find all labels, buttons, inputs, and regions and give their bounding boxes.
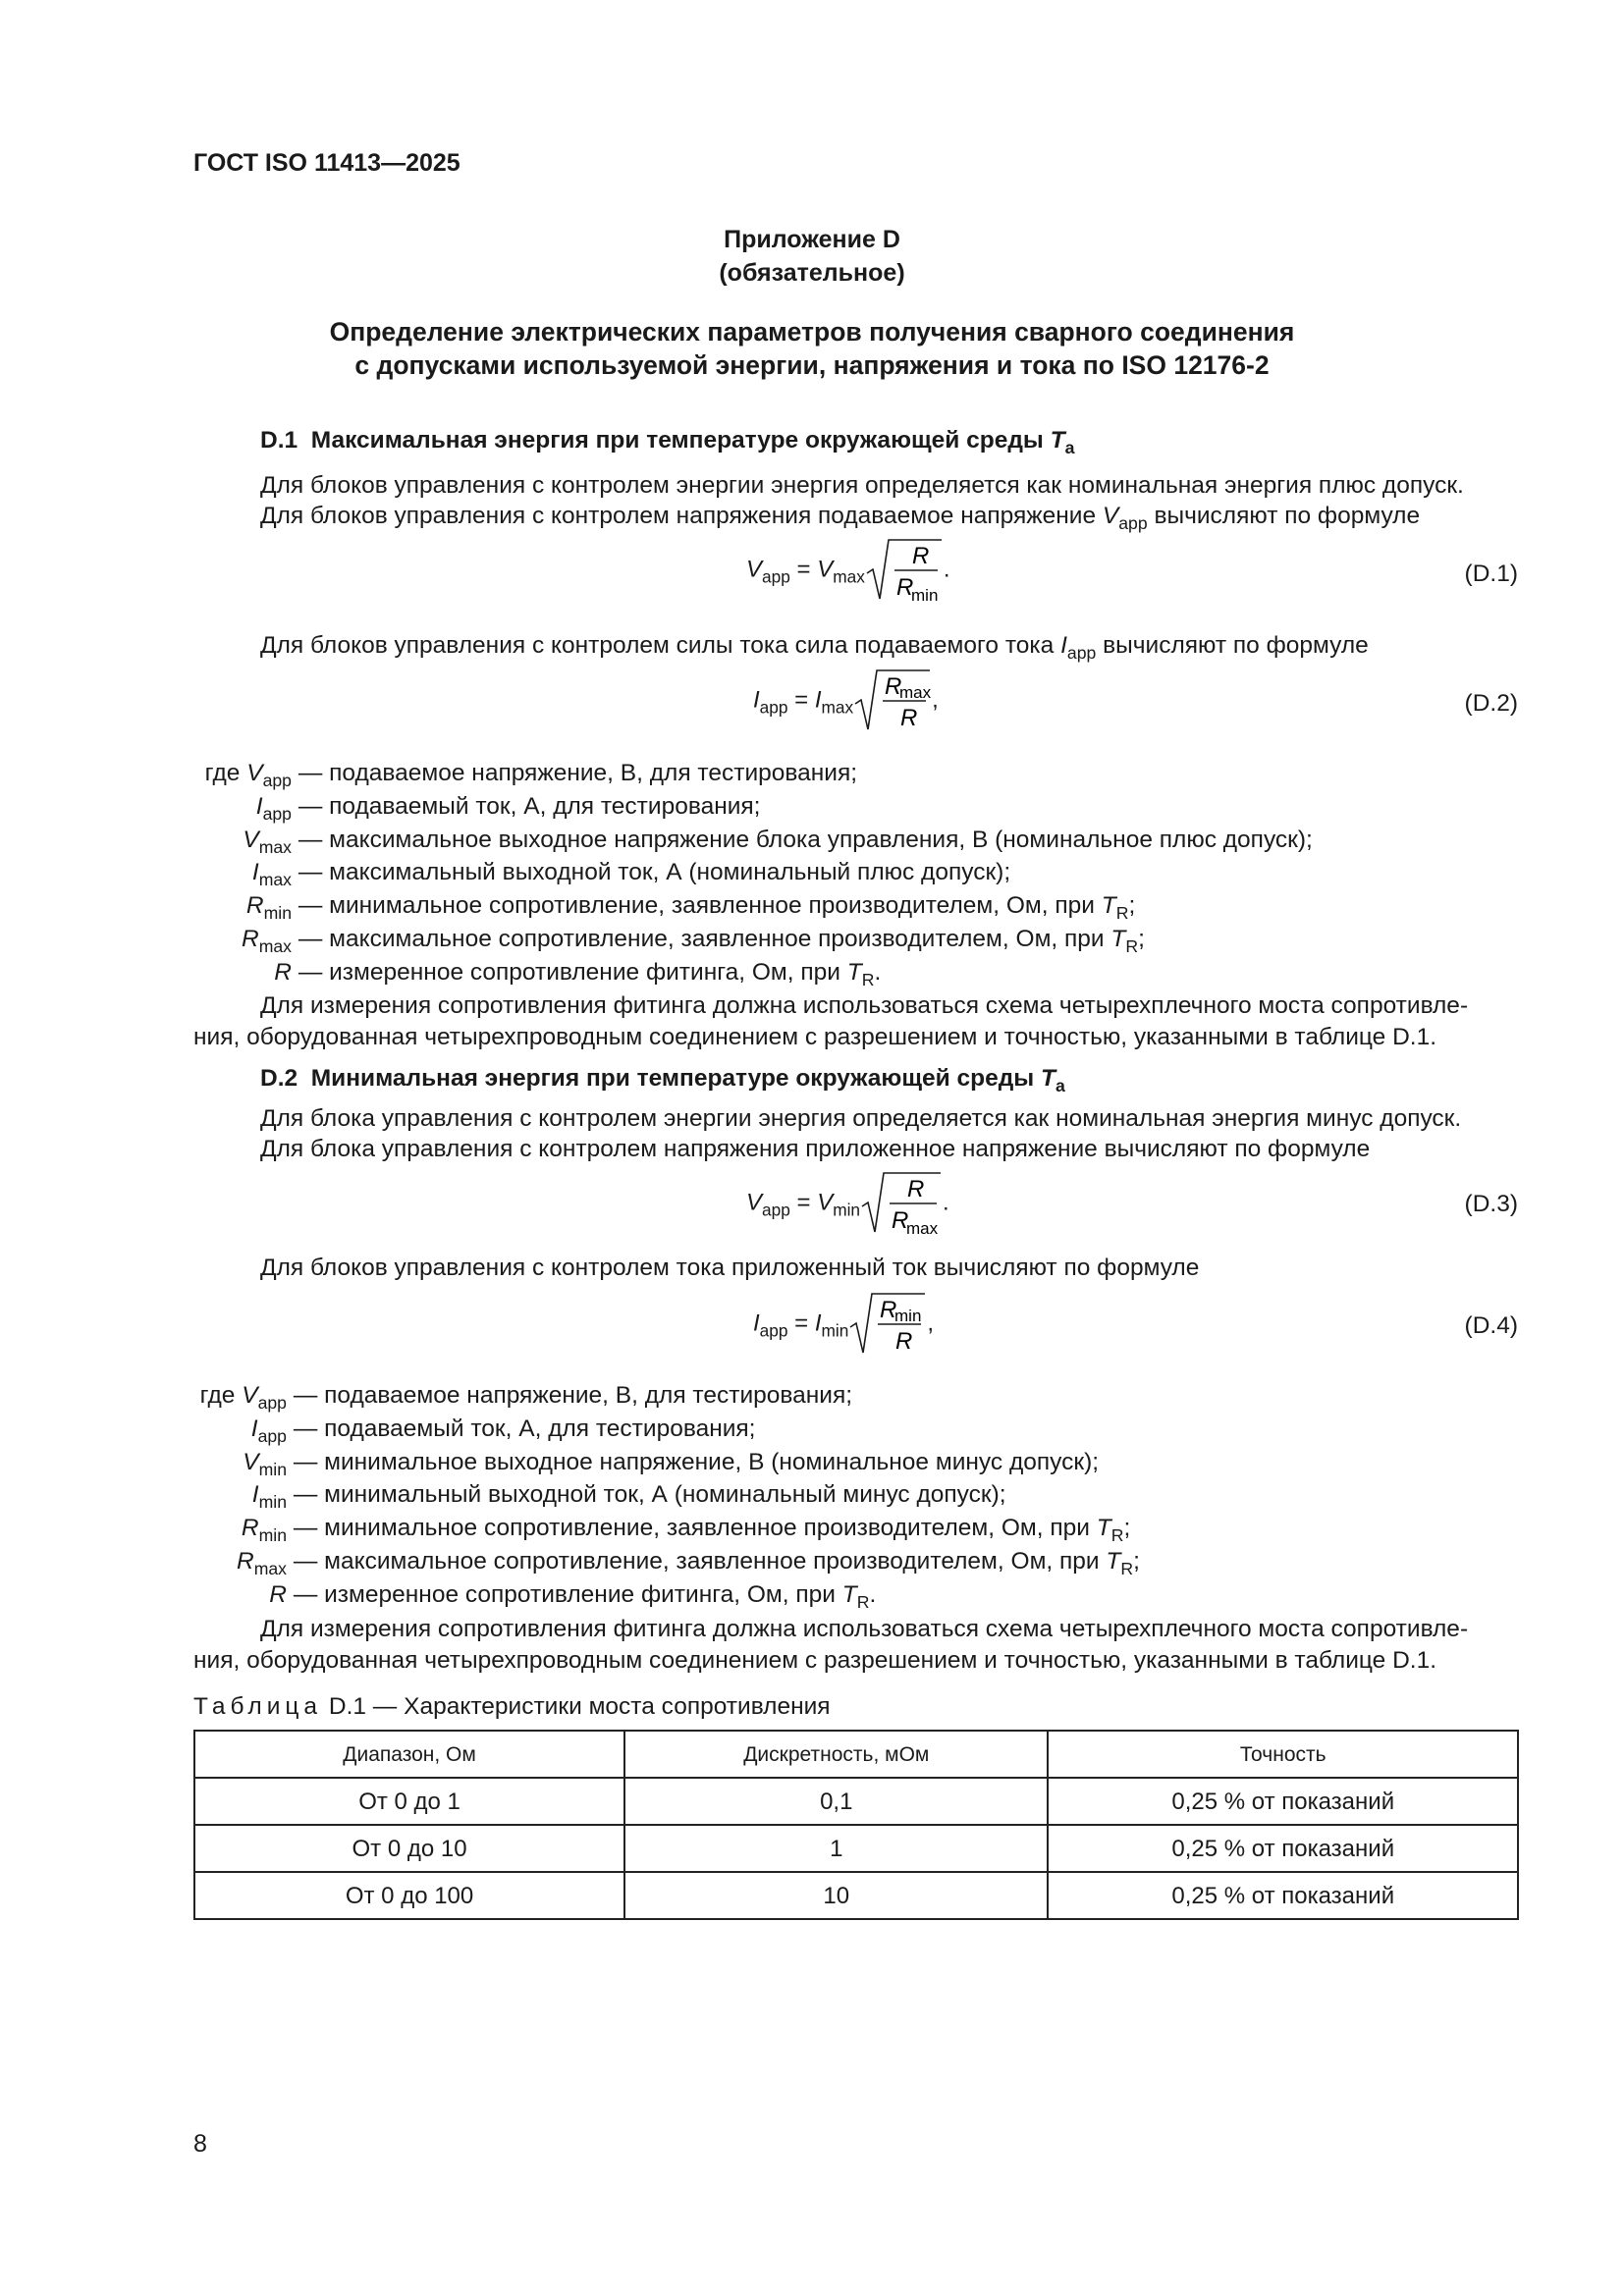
svg-text:R: R <box>885 673 902 700</box>
s2-paragraph-2: Для блока управления с контролем напряжения приложенное напряжение вычисляют по формуле <box>260 1136 1371 1162</box>
s1-legend <box>193 757 1313 989</box>
s1-paragraph-3: Для блоков управления с контролем силы тока сила подаваемого тока $I_{app}$ вычисляют по формуле <box>260 632 1369 664</box>
svg-text:max: max <box>899 683 932 702</box>
table-caption-word: Таблица <box>193 1693 323 1720</box>
legend-item: $I_{app}$ — подаваемый ток, А, для тестирования; <box>255 792 761 824</box>
symbol-T: T <box>1041 1065 1056 1092</box>
s1-bridge-line2: ния, оборудованная четырехпроводным соединением с разрешением и точностью, указанными в таблице D.1. <box>193 1024 1436 1050</box>
svg-text:R: R <box>907 1176 925 1202</box>
legend-item: R — измеренное сопротивление фитинга, Ом, при $T_R$. <box>269 1580 877 1612</box>
table-row <box>194 1825 1518 1872</box>
formula-d3: $V_{app} = V_{min}$ R R max . <box>746 1169 949 1238</box>
s2-paragraph-3: Для блоков управления с контролем тока приложенный ток вычисляют по формуле <box>260 1255 1200 1281</box>
formula-d2: $I_{app} = I_{max}$ R max R , <box>753 667 939 735</box>
section-d2-heading <box>260 1062 1065 1095</box>
legend-item: $R_{min}$ — минимальное сопротивление, заявленное производителем, Ом, при $T_R$; <box>241 1515 1131 1546</box>
section-d1-title: Максимальная энергия при температуре окружающей среды <box>310 427 1044 454</box>
table-row <box>194 1872 1518 1919</box>
table-header-cell: Точность <box>1048 1731 1518 1778</box>
legend-item: где $V_{app}$ — подаваемое напряжение, В, для тестирования; <box>199 1382 853 1414</box>
svg-text:min: min <box>894 1307 922 1325</box>
sqrt-symbol <box>860 1169 943 1238</box>
table-cell: 0,25 % от показаний <box>1048 1872 1518 1919</box>
subscript-a: a <box>1064 438 1075 458</box>
table-cell: 0,25 % от показаний <box>1048 1778 1518 1825</box>
legend-item: $I_{app}$ — подаваемый ток, А, для тестирования; <box>250 1415 756 1446</box>
equation-number-d3: (D.3) <box>1464 1191 1518 1217</box>
formula-d1: $V_{app} = V_{max}$ R R min . <box>746 536 950 605</box>
s2-paragraph-1: Для блока управления с контролем энергии энергия определяется как номинальная энергия минус допуск. <box>260 1105 1462 1132</box>
section-d1-heading <box>260 424 1074 456</box>
svg-text:R: R <box>900 705 918 731</box>
table-row <box>194 1778 1518 1825</box>
equation-number-d4: (D.4) <box>1464 1312 1518 1339</box>
page-number: 8 <box>193 2130 207 2158</box>
table-cell: 1 <box>624 1825 1048 1872</box>
sqrt-symbol <box>865 536 944 605</box>
equation-number-d1: (D.1) <box>1464 561 1518 587</box>
legend-item: где $V_{app}$ — подаваемое напряжение, В, для тестирования; <box>204 760 858 791</box>
table-caption-text: D.1 — Характеристики моста сопротивления <box>328 1693 831 1720</box>
legend-item: $I_{min}$ — минимальный выходной ток, А (номинальный минус допуск); <box>251 1481 1006 1513</box>
sqrt-symbol <box>848 1290 927 1359</box>
subscript-a: a <box>1056 1076 1065 1096</box>
s2-bridge-line2: ния, оборудованная четырехпроводным соединением с разрешением и точностью, указанными в таблице D.1. <box>193 1647 1436 1674</box>
svg-text:R: R <box>911 543 930 569</box>
section-d2-number: D.2 <box>260 1065 298 1092</box>
svg-text:R: R <box>895 574 914 601</box>
legend-item: R — измеренное сопротивление фитинга, Ом, при $T_R$. <box>274 958 882 989</box>
s1-paragraph-2: Для блоков управления с контролем напряжения подаваемое напряжение $V_{app}$ вычисляют по формуле <box>260 503 1421 534</box>
table-cell: 0,1 <box>624 1778 1048 1825</box>
table-caption <box>193 1690 831 1723</box>
annex-title-line2: с допусками используемой энергии, напряжения и тока по ISO 12176-2 <box>354 350 1270 380</box>
section-d2-title: Минимальная энергия при температуре окружающей среды <box>310 1065 1035 1092</box>
annex-label: Приложение D <box>724 226 900 253</box>
table-cell: От 0 до 1 <box>194 1778 624 1825</box>
svg-text:max: max <box>906 1219 939 1238</box>
formula-d4: $I_{app} = I_{min}$ R min R , <box>753 1290 934 1359</box>
resistance-bridge-table <box>193 1730 1519 1920</box>
svg-text:R: R <box>895 1328 913 1355</box>
svg-text:R: R <box>880 1297 897 1323</box>
legend-item: $R_{min}$ — минимальное сопротивление, заявленное производителем, Ом, при $T_R$; <box>245 892 1136 924</box>
legend-item: $R_{max}$ — максимальное сопротивление, заявленное производителем, Ом, при $T_R$; <box>237 1547 1140 1579</box>
svg-text:R: R <box>892 1207 909 1234</box>
table-cell: От 0 до 100 <box>194 1872 624 1919</box>
legend-item: $I_{max}$ — максимальный выходной ток, А (номинальный плюс допуск); <box>251 859 1011 890</box>
s2-bridge-line1: Для измерения сопротивления фитинга должна использоваться схема четырехплечного моста сопротивле- <box>260 1616 1469 1642</box>
symbol-T: T <box>1050 427 1065 454</box>
table-cell: 10 <box>624 1872 1048 1919</box>
table-cell: От 0 до 10 <box>194 1825 624 1872</box>
annex-title-line1: Определение электрических параметров получения сварного соединения <box>329 317 1295 347</box>
section-d1-number: D.1 <box>260 427 298 454</box>
table-cell: 0,25 % от показаний <box>1048 1825 1518 1872</box>
legend-item: $V_{min}$ — минимальное выходное напряжение, В (номинальное минус допуск); <box>243 1448 1100 1479</box>
s2-legend <box>193 1379 1140 1612</box>
table-header-row <box>194 1731 1518 1778</box>
svg-text:min: min <box>910 586 939 605</box>
table-header-cell: Дискретность, мОм <box>624 1731 1048 1778</box>
standard-designation: ГОСТ ISO 11413—2025 <box>193 149 460 177</box>
equation-number-d2: (D.2) <box>1464 690 1518 717</box>
table-header-cell: Диапазон, Ом <box>194 1731 624 1778</box>
s1-bridge-line1: Для измерения сопротивления фитинга должна использоваться схема четырехплечного моста сопротивле- <box>260 992 1469 1019</box>
legend-item: $R_{max}$ — максимальное сопротивление, заявленное производителем, Ом, при $T_R$; <box>242 925 1145 957</box>
annex-status: (обязательное) <box>719 259 905 287</box>
legend-item: $V_{max}$ — максимальное выходное напряжение блока управления, В (номинальное плюс допуск); <box>243 826 1313 857</box>
sqrt-symbol <box>853 667 932 735</box>
s1-paragraph-1: Для блоков управления с контролем энергии энергия определяется как номинальная энергия плюс допуск. <box>260 472 1464 499</box>
